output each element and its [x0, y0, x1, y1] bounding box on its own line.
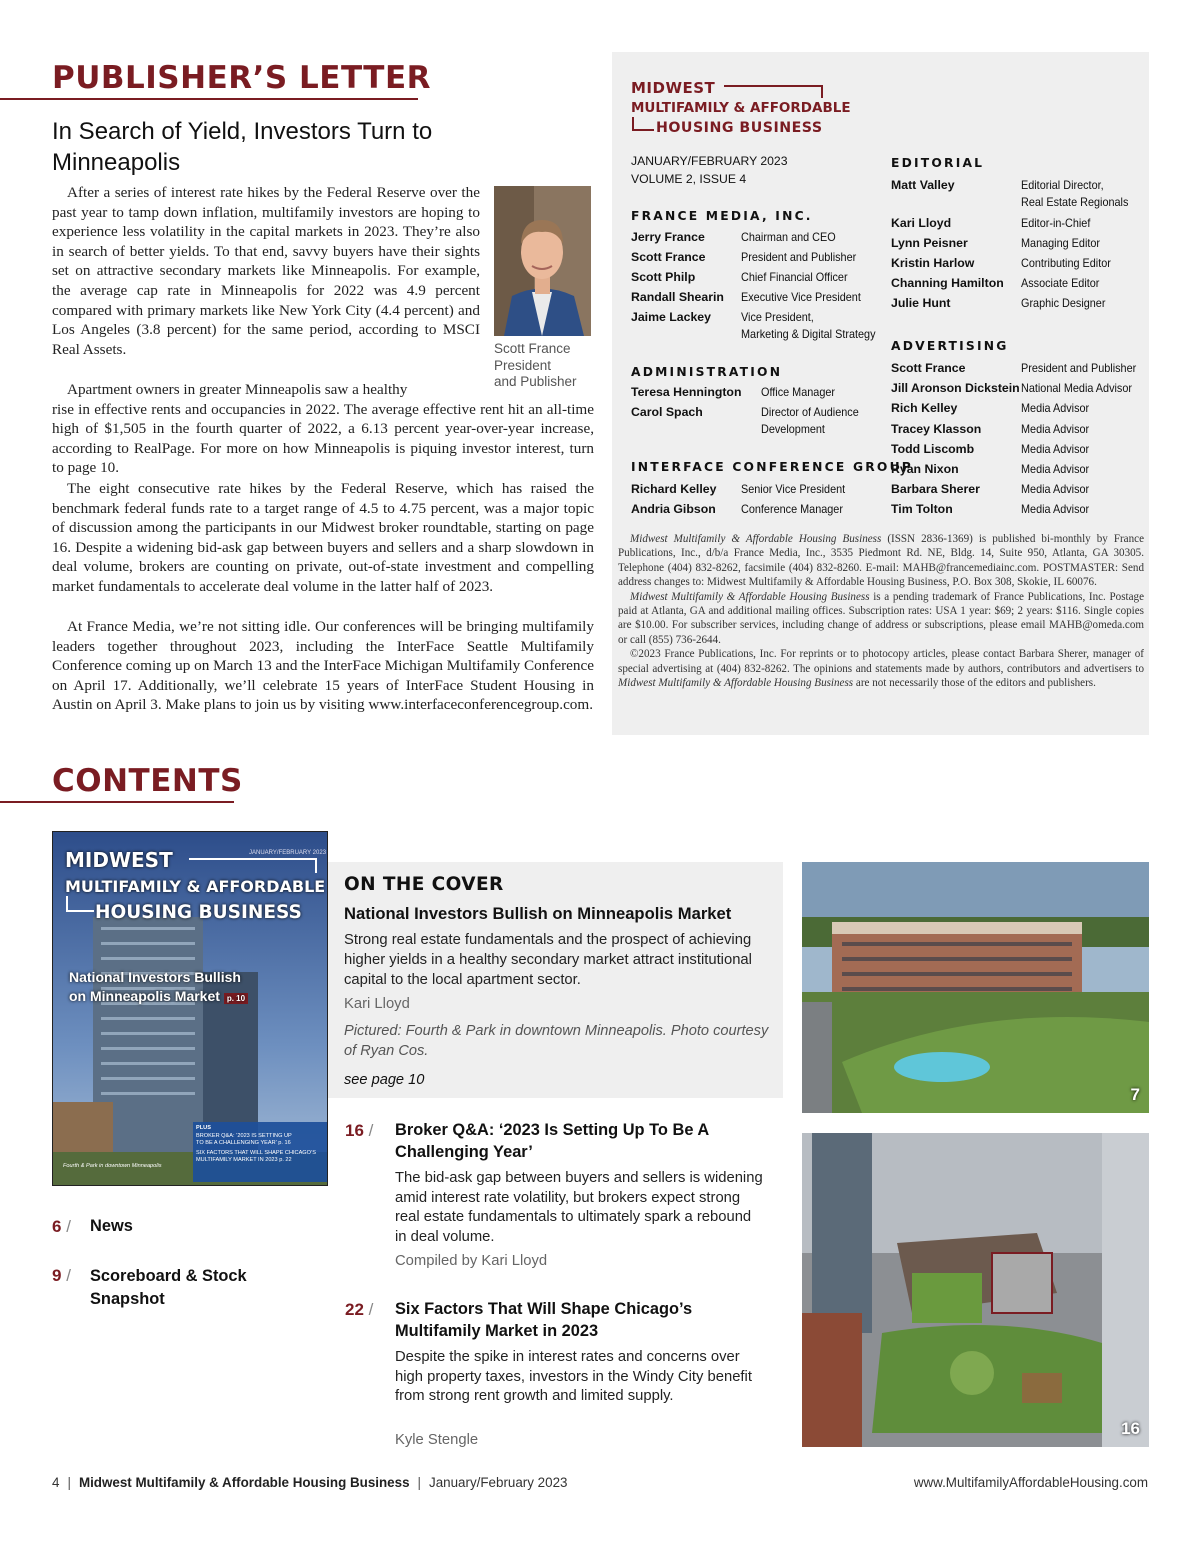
staff-name: Tim Tolton	[891, 502, 953, 517]
staff-title: Media Advisor	[1021, 421, 1090, 436]
article-paragraph: After a series of interest rate hikes by the Federal Reserve over the past year to tamp down inflation, multifamily investors are hoping to experience less volatility in the capital markets in 2023. They’re also in search of better yields. To that end, savvy buyers have their sights set on attractive secondary markets like Minneapolis. For example, the average cap rate in Minneapolis for 2022 was 4.9 percent compared with primary markets like New York City (4.4 percent) and Los Angeles (3.8 percent) for the same period, according to MSCI Real Assets.	[52, 184, 480, 358]
toc-item-title: Scoreboard & Stock Snapshot	[90, 1267, 247, 1308]
publisher-portrait	[494, 186, 591, 336]
legal-notice: Midwest Multifamily & Affordable Housing Business (ISSN 2836-1369) is published bi-monthly by France Publications, Inc., d/b/a France Media, Inc., 3535 Piedmont Rd. NE, Bldg. 14, Suite 950, Atlanta, GA 30305. Telephone (404) 832-8262, facsimile (404) 832-8260. E-mail: MAHB@francemediainc.com. POSTMASTER: Send address changes to: Midwest Multifamily & Affordable Housing Business, P.O. Box 308, Skokie, IL 60076. Midwest Multifamily & Affordable Housing Business is a pending trademark of France Publications, Inc. Postage paid at Atlanta, GA and additional mailing offices. Subscription rates: USA 1 year: $69; 2 years: $116. Single copies are $10.00. For subscriber services, including change of address or subscriptions, please email MAHB@omeda.com or call (855) 736-2644. ©2023 France Publications, Inc. For reprints or to photocopy articles, please contact Barbara Sherer, manager of special advertising at (404) 832-8262. The opinions and statements made by authors, contributors and advertisers to Midwest Multifamily & Affordable Housing Business are not necessarily those of the editors and publishers.	[618, 533, 1145, 690]
footer-publication: Midwest Multifamily & Affordable Housing Business	[78, 1475, 410, 1490]
publishers-letter-heading: PUBLISHER’S LETTER	[52, 60, 432, 96]
chicago-aerial-photo[interactable]	[802, 1133, 1149, 1447]
administration-heading: ADMINISTRATION	[631, 365, 783, 379]
aerial-apartment-photo[interactable]	[802, 862, 1149, 1113]
staff-title: Media Advisor	[1021, 482, 1090, 497]
staff-title-line2: Real Estate Regionals	[1021, 195, 1129, 209]
on-the-cover-panel	[328, 862, 783, 1098]
staff-title: Media Advisor	[1021, 462, 1090, 476]
cover-plus-box: PLUS BROKER Q&A: ‘2023 IS SETTING UP TO BE A CHALLENGING YEAR’ p. 16 SIX FACTORS THAT WILL SHAPE CHICAGO’S MULTIFAMILY MARKET IN 2023 p. 22	[196, 1125, 316, 1164]
staff-name: Todd Liscomb	[891, 441, 975, 456]
staff-name: Barbara Sherer	[891, 482, 980, 497]
toc-item-title: News	[90, 1217, 133, 1235]
staff-name: Scott Philp	[631, 270, 696, 284]
staff-title: President and Publisher	[1021, 361, 1137, 375]
issue-date: JANUARY/FEBRUARY 2023	[631, 154, 788, 168]
staff-name: Kristin Harlow	[891, 256, 975, 270]
toc-item-author: Kyle Stengle	[395, 1432, 479, 1448]
staff-title: Managing Editor	[1021, 236, 1101, 250]
staff-name: Matt Valley	[891, 178, 955, 192]
staff-title-line2: Marketing & Digital Strategy	[741, 327, 876, 341]
cover-thumbnail[interactable]: MIDWEST MULTIFAMILY & AFFORDABLE HOUSING BUSINESS JANUARY/FEBRUARY 2023 National Investors Bullish on Minneapolis Market p. 10 PLUS BROKER Q&A: ‘2023 IS SETTING UP TO BE A CHALLENGING YEAR’ p. 16 SIX FACTORS THAT WILL SHAPE CHICAGO’S MULTIFAMILY MARKET IN 2023 p. 22 Fourth & Park in downtown Minneapolis	[52, 831, 328, 1186]
photo-caption: Scott France President and Publisher	[494, 341, 577, 389]
cover-story-title[interactable]: National Investors Bullish on Minneapolis Market	[344, 904, 732, 923]
staff-name: Teresa Hennington	[631, 385, 742, 399]
staff-name: Channing Hamilton	[891, 276, 1004, 290]
staff-title: Chairman and CEO	[741, 230, 836, 244]
see-page-link[interactable]: see page 10	[344, 1072, 425, 1088]
masthead-panel: MIDWEST MULTIFAMILY & AFFORDABLE HOUSING BUSINESS JANUARY/FEBRUARY 2023 VOLUME 2, ISSUE 4 FRANCE MEDIA, INC. Jerry France Chairman and CEO Scott France President and Publisher Scott Philp Chief Financial Officer Randall Shearin Executive Vice President Jaime Lackey Vice President, Marketing & Digital Strategy ADMINISTRATION Teresa Hennington Office Manager Carol Spach Director of Audience Development INTERFACE CONFERENCE GROUP Richard Kelley Senior Vice President Andria Gibson Conference Manager EDITORIAL Matt Valley Editorial Director, Real Estate Regionals Kari Lloyd Editor-in-Chief Lynn Peisner Managing Editor Kristin Harlow Contributing Editor Channing Hamilton Associate Editor Julie Hunt Graphic Designer ADVERTISING Scott France President and Publisher Jill Aronson Dickstein National Media Advisor Rich Kelley Media Advisor Tracey Klasson Media Advisor Todd Liscomb Media Advisor Ryan Nixon Media Advisor Barbara Sherer Media Advisor Tim Tolton Media Advisor Midwest Multifamily & Affordable Housing Business (ISSN 2836-1369) is published bi-monthly by France Publications, Inc., d/b/a France Media, Inc., 3535 Piedmont Rd. NE, Bldg. 14, Suite 950, Atlanta, GA 30305. Telephone (404) 832-8262, facsimile (404) 832-8260. E-mail: MAHB@francemediainc.com. POSTMASTER: Send address changes to: Midwest Multifamily & Affordable Housing Business, P.O. Box 308, Skokie, IL 60076. Midwest Multifamily & Affordable Housing Business is a pending trademark of France Publications, Inc. Postage paid at Atlanta, GA and additional mailing offices. Subscription rates: USA 1 year: $69; 2 years: $116. Single copies are $10.00. For subscriber services, including change of address or subscriptions, please email MAHB@omeda.com or call (855) 736-2644. ©2023 France Publications, Inc. For reprints or to photocopy articles, please contact Barbara Sherer, manager of special advertising at (404) 832-8262. The opinions and statements made by authors, contributors and advertisers to Midwest Multifamily & Affordable Housing Business are not necessarily those of the editors and publishers.	[612, 52, 1149, 735]
staff-name: Tracey Klasson	[891, 421, 982, 436]
toc-item-title: Six Factors That Will Shape Chicago’s Multifamily Market in 2023	[395, 1300, 693, 1340]
staff-title: Editor-in-Chief	[1021, 216, 1091, 230]
staff-title-line2: Development	[761, 422, 825, 436]
heading-rule	[0, 801, 234, 803]
staff-name: Jaime Lackey	[631, 310, 711, 324]
staff-title: National Media Advisor	[1021, 381, 1133, 396]
staff-title: Conference Manager	[741, 502, 843, 516]
staff-name: Lynn Peisner	[891, 236, 968, 250]
staff-title: Editorial Director,	[1021, 178, 1104, 192]
toc-item-author: Compiled by Kari Lloyd	[395, 1253, 548, 1269]
cover-date: JANUARY/FEBRUARY 2023	[249, 850, 327, 856]
staff-name: Carol Spach	[631, 405, 703, 419]
staff-title: Vice President,	[741, 310, 814, 324]
article-paragraph: Apartment owners in greater Minneapolis saw a healthy rise in effective rents and occupancies in 2022. The average effective rent hit an all-time high of $1,505 in the fourth quarter of 2022, a 6.13 percent year-over-year increase, according to RealPage. For more on how Minneapolis is piquing investor interest, turn to page 10.	[52, 381, 594, 477]
article-paragraph: The eight consecutive rate hikes by the Federal Reserve, which has raised the benchmark federal funds rate to a target range of 4.5 to 4.75 percent, was a major topic of discussion among the participants in our Midwest broker roundtable, starting on page 16. Despite a widening bid-ask gap between buyers and sellers and a sharp slowdown in deal volume, brokers are counting on private, out-of-state investment and compelling market fundamentals to accelerate deal volume in the latter half of 2023.	[52, 480, 594, 595]
staff-name: Richard Kelley	[631, 482, 717, 496]
cover-headline: National Investors Bullish on Minneapolis Market p. 10	[69, 968, 248, 1008]
staff-title: Director of Audience	[761, 405, 859, 419]
toc-item-description: Despite the spike in interest rates and concerns over high property taxes, investors in the Windy City benefit from strong rent growth and limited supply.	[395, 1349, 752, 1405]
contents-heading: CONTENTS	[52, 763, 243, 799]
staff-title: Chief Financial Officer	[741, 270, 848, 284]
issue-volume: VOLUME 2, ISSUE 4	[631, 172, 747, 186]
cover-story-author: Kari Lloyd	[344, 996, 410, 1012]
staff-title: Senior Vice President	[741, 482, 846, 496]
staff-name: Jerry France	[631, 230, 705, 244]
staff-name: Jill Aronson Dickstein	[891, 381, 1020, 396]
staff-name: Ryan Nixon	[891, 462, 959, 476]
staff-name: Scott France	[891, 361, 966, 375]
cover-photo-credit: Pictured: Fourth & Park in downtown Minneapolis. Photo courtesy of Ryan Cos.	[344, 1023, 769, 1059]
staff-title: Media Advisor	[1021, 401, 1090, 416]
editorial-heading: EDITORIAL	[891, 156, 985, 170]
staff-title: Associate Editor	[1021, 276, 1100, 290]
advertising-heading: ADVERTISING	[891, 339, 1009, 353]
on-the-cover-label: ON THE COVER	[344, 874, 504, 895]
france-media-heading: FRANCE MEDIA, INC.	[631, 209, 813, 223]
footer-url[interactable]: www.MultifamilyAffordableHousing.com	[913, 1475, 1148, 1490]
photo-page-number: 7	[1130, 1085, 1140, 1104]
staff-title: Office Manager	[761, 385, 836, 399]
heading-rule	[0, 98, 418, 100]
staff-name: Scott France	[631, 250, 706, 264]
interface-heading: INTERFACE CONFERENCE GROUP	[631, 460, 913, 474]
article-paragraph: At France Media, we’re not sitting idle. Our conferences will be bringing multifamily leaders together throughout 2023, including the InterFace Seattle Multifamily Conference coming up on March 13 and the InterFace Michigan Multifamily Conference on April 17. Additionally, we’ll celebrate 15 years of InterFace Student Housing in Austin on April 3. Make plans to join us by visiting www.interfaceconferencegroup.com.	[52, 618, 594, 714]
staff-name: Kari Lloyd	[891, 216, 952, 230]
staff-name: Andria Gibson	[631, 502, 716, 516]
cover-caption: Fourth & Park in downtown Minneapolis	[63, 1163, 162, 1169]
staff-title: Graphic Designer	[1021, 296, 1106, 310]
footer-left: 4 | Midwest Multifamily & Affordable Housing Business | January/February 2023	[52, 1475, 568, 1490]
staff-name: Rich Kelley	[891, 401, 958, 416]
staff-title: Executive Vice President	[741, 290, 861, 304]
footer-date: January/February 2023	[429, 1475, 568, 1490]
staff-title: Contributing Editor	[1021, 256, 1111, 270]
staff-title: Media Advisor	[1021, 502, 1090, 517]
staff-title: President and Publisher	[741, 250, 857, 264]
staff-name: Randall Shearin	[631, 290, 724, 304]
article-title: In Search of Yield, Investors Turn to Minneapolis	[52, 118, 433, 176]
staff-name: Julie Hunt	[891, 296, 951, 310]
toc-item-title: Broker Q&A: ‘2023 Is Setting Up To Be A Challenging Year’	[395, 1121, 709, 1161]
staff-title: Media Advisor	[1021, 441, 1090, 456]
toc-item-description: The bid-ask gap between buyers and sellers is widening amid interest rate volatility, but brokers expect strong real estate fundamentals to ultimately spark a rebound in deal volume.	[395, 1170, 763, 1245]
photo-page-number: 16	[1121, 1419, 1140, 1438]
cover-story-description: Strong real estate fundamentals and the prospect of achieving higher yields in a healthy secondary market attract institutional capital to the local apartment sector.	[344, 932, 752, 988]
footer-page-number: 4	[52, 1475, 60, 1490]
